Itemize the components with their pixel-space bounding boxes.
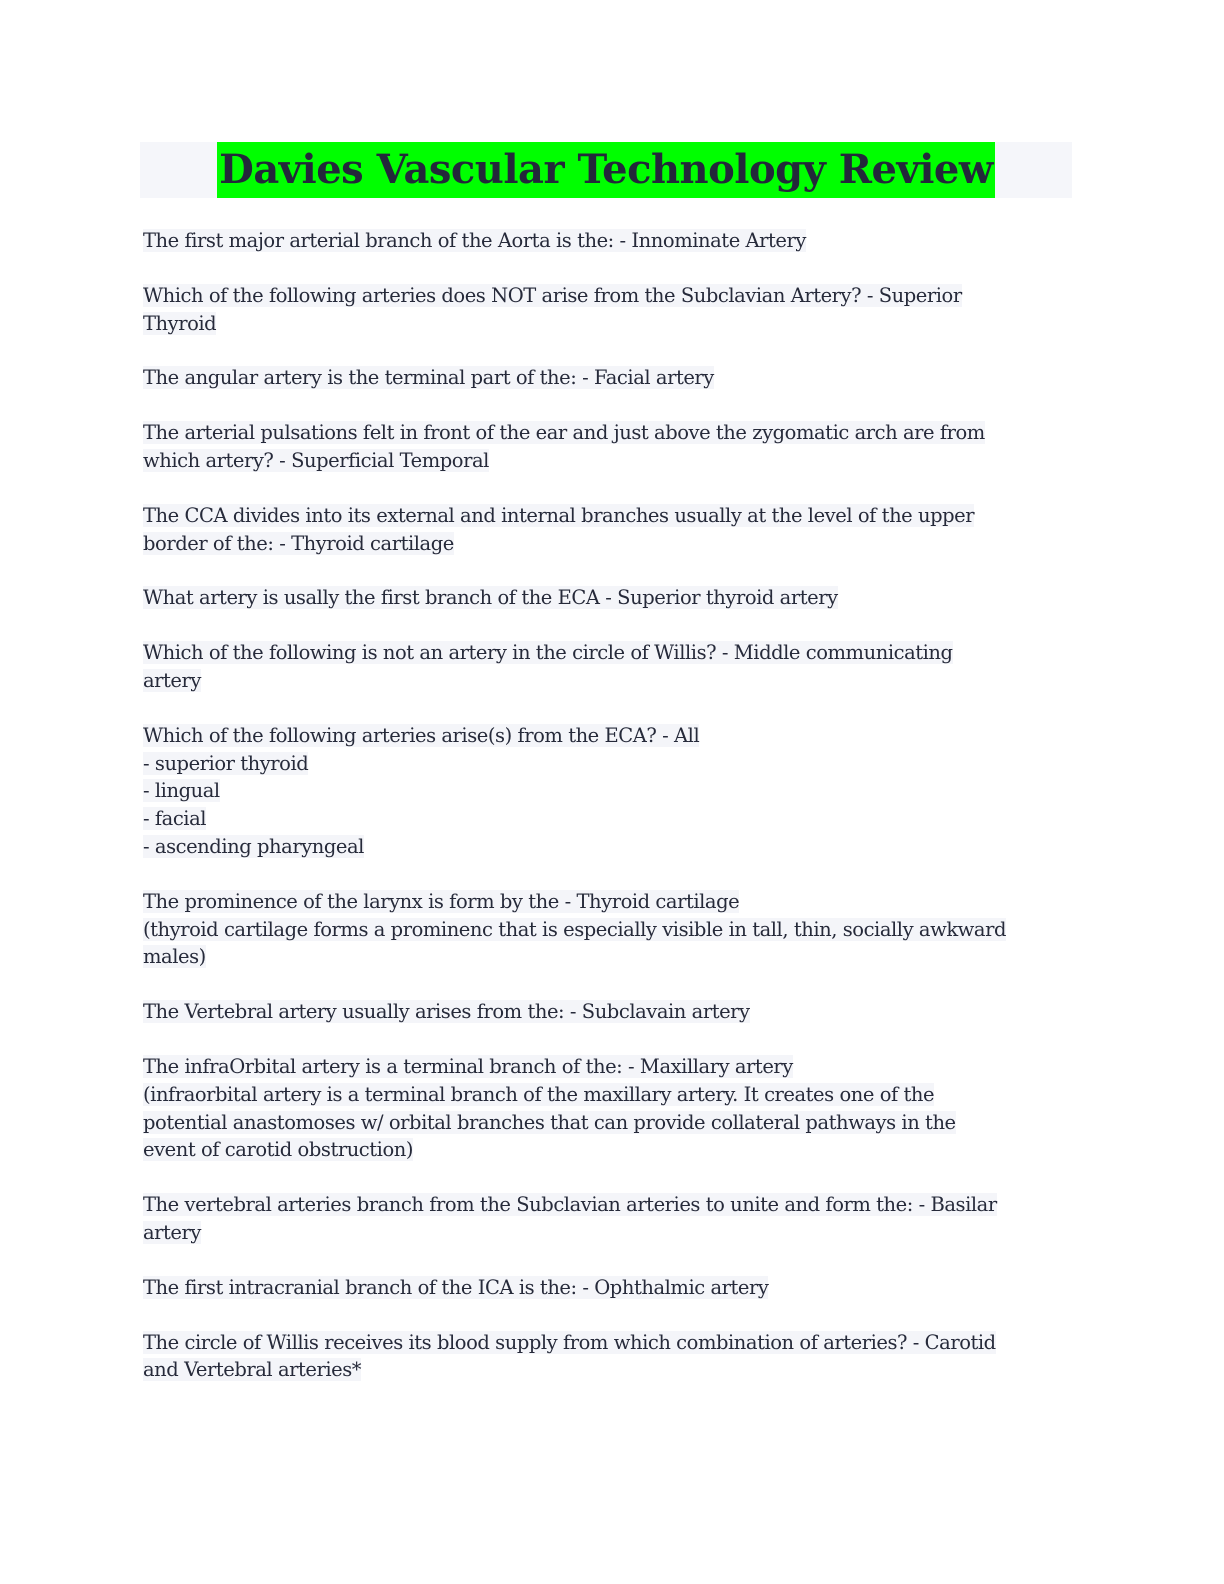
qa-line [143,282,1078,310]
qa-line-text: - facial [143,807,207,831]
qa-line-text: artery [143,1220,201,1244]
qa-line-text: The circle of Willis receives its blood supply from which combination of arteries? - Carotid [143,1330,996,1354]
qa-line-text: The CCA divides into its external and internal branches usually at the level of the upper [143,503,975,527]
qa-line [143,584,1078,612]
qa-entry [143,1191,1078,1247]
qa-line-text: The first major arterial branch of the Aorta is the: - Innominate Artery [143,229,806,252]
qa-entry [143,639,1078,695]
qa-line [143,364,1078,392]
qa-line [143,1219,1078,1247]
qa-entry [143,227,1078,255]
qa-line [143,805,1078,833]
qa-line-text: event of carotid obstruction) [143,1138,414,1162]
qa-line-text: The Vertebral artery usually arises from the: - Subclavain artery [143,1000,750,1024]
qa-entry [143,502,1078,558]
title-bar [140,142,1072,198]
qa-line [143,916,1078,944]
qa-line [143,833,1078,861]
qa-line-text: The prominence of the larynx is form by the - Thyroid cartilage [143,889,740,913]
qa-line-text: artery [143,668,201,692]
qa-line [143,639,1078,667]
qa-line-text: What artery is usally the first branch of the ECA - Superior thyroid artery [143,586,838,610]
qa-line [143,502,1078,530]
qa-line-text: The vertebral arteries branch from the Subclavian arteries to unite and form the: - Basilar [143,1193,997,1217]
qa-entry [143,888,1078,971]
qa-entry [143,282,1078,338]
qa-entry [143,419,1078,475]
qa-entry [143,722,1078,861]
qa-line-text: border of the: - Thyroid cartilage [143,531,454,555]
qa-line-text: (infraorbital artery is a terminal branch of the maxillary artery. It creates one of the [143,1082,935,1106]
qa-entry [143,1053,1078,1164]
qa-entry [143,1329,1078,1385]
qa-line-text: which artery? - Superficial Temporal [143,448,489,472]
qa-line [143,1356,1078,1384]
qa-line [143,777,1078,805]
qa-line-text: The infraOrbital artery is a terminal branch of the: - Maxillary artery [143,1054,793,1078]
qa-line [143,1191,1078,1219]
qa-line-text: - lingual [143,779,220,803]
qa-line [143,1136,1078,1164]
qa-line [143,419,1078,447]
qa-line-text: - superior thyroid [143,751,309,775]
qa-line [143,310,1078,338]
qa-line-text: The arterial pulsations felt in front of the ear and just above the zygomatic arch are from [143,421,985,445]
qa-entry [143,998,1078,1026]
qa-line [143,227,1078,255]
qa-line-text: The first intracranial branch of the ICA is the: - Ophthalmic artery [143,1275,769,1299]
qa-line [143,530,1078,558]
qa-list [143,227,1078,1411]
qa-line [143,998,1078,1026]
qa-entry [143,364,1078,392]
qa-line [143,750,1078,778]
document-title: Davies Vascular Technology Review [217,142,995,198]
qa-line-text: males) [143,945,206,969]
qa-entry [143,1274,1078,1302]
qa-line [143,1053,1078,1081]
qa-line [143,447,1078,475]
qa-line [143,1081,1078,1109]
qa-line [143,1109,1078,1137]
qa-line [143,667,1078,695]
qa-line [143,722,1078,750]
qa-line-text: Which of the following is not an artery in the circle of Willis? - Middle communicating [143,641,953,665]
qa-line-text: and Vertebral arteries* [143,1358,362,1382]
qa-entry [143,584,1078,612]
qa-line-text: Which of the following arteries does NOT arise from the Subclavian Artery? - Superior [143,283,962,307]
qa-line [143,1329,1078,1357]
qa-line [143,1274,1078,1302]
qa-line-text: potential anastomoses w/ orbital branches that can provide collateral pathways in the [143,1110,956,1134]
qa-line [143,888,1078,916]
qa-line-text: Which of the following arteries arise(s) from the ECA? - All [143,723,700,747]
qa-line-text: Thyroid [143,311,217,335]
qa-line-text: The angular artery is the terminal part of the: - Facial artery [143,366,714,390]
qa-line [143,943,1078,971]
qa-line-text: (thyroid cartilage forms a prominenc that is especially visible in tall, thin, socially awkward [143,917,1007,941]
qa-line-text: - ascending pharyngeal [143,834,364,858]
